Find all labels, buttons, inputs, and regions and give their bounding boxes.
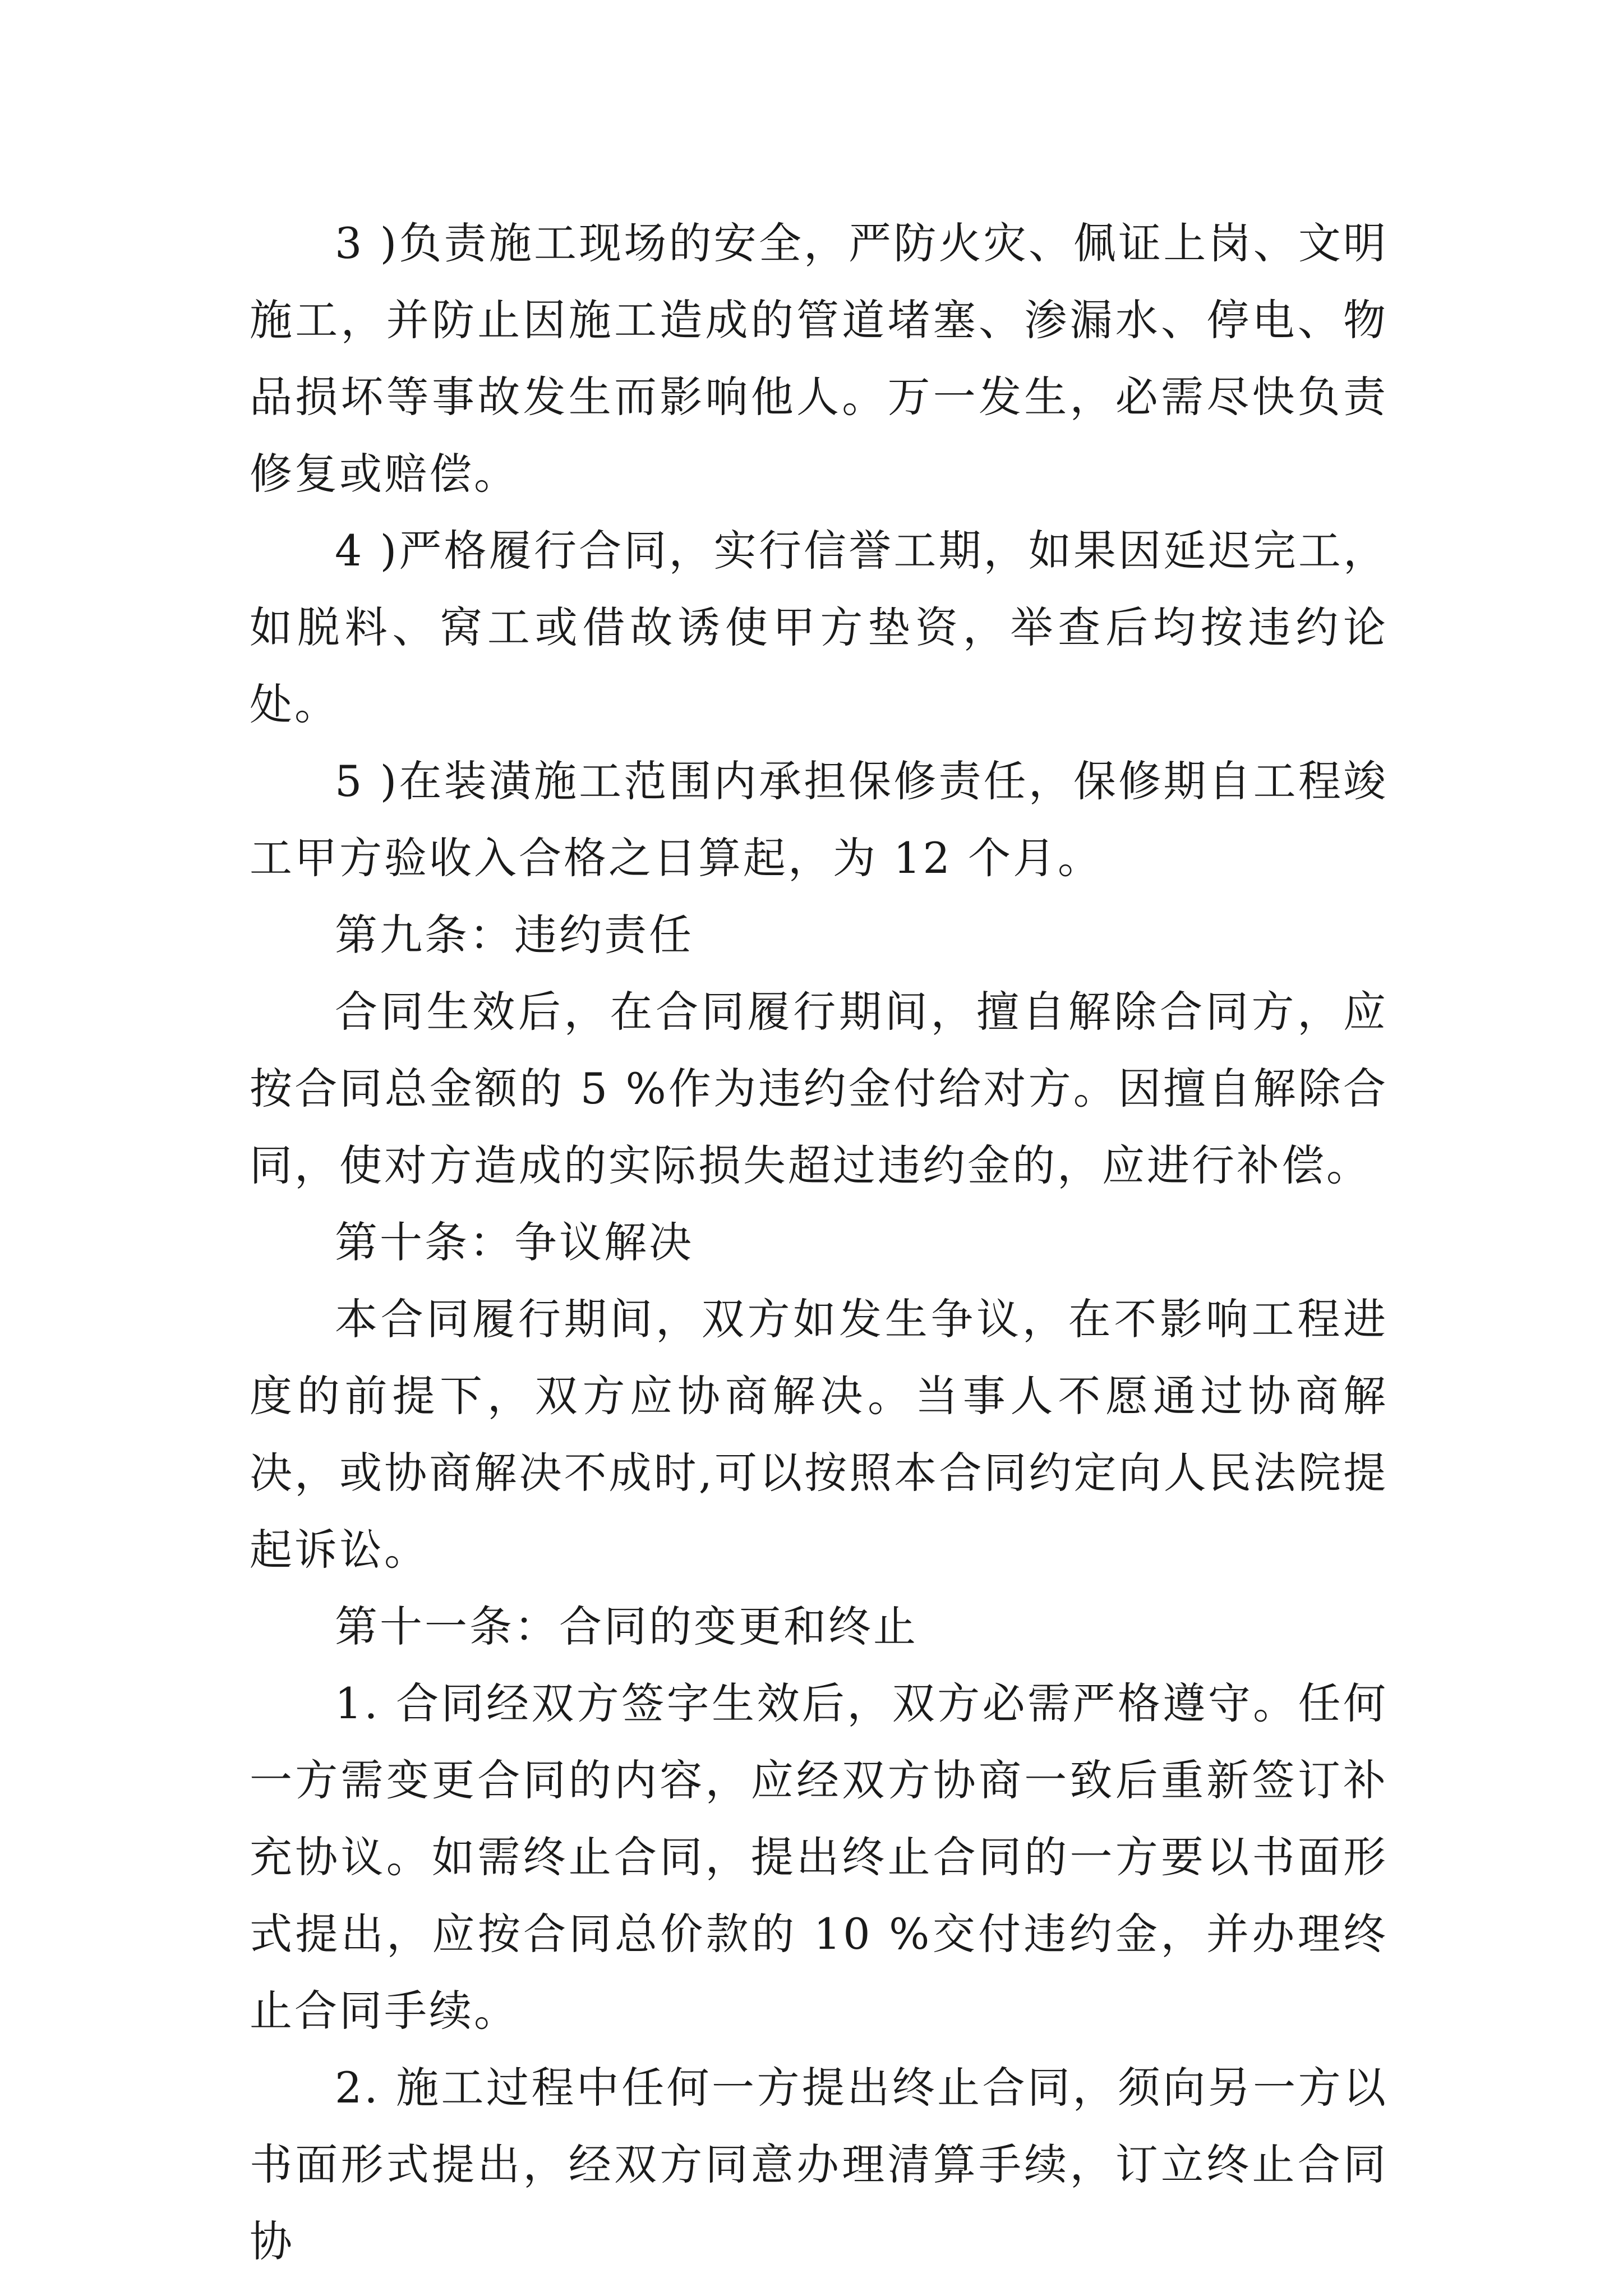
clause-4-schedule: 4 )严格履行合同，实行信誉工期，如果因延迟完工，如脱料、窝工或借故诱使甲方垫资，举查后均按违约论处。 bbox=[250, 526, 1388, 729]
document-body bbox=[250, 205, 1388, 2280]
clause-5-warranty: 5 )在装潢施工范围内承担保修责任，保修期自工程竣工甲方验收入合格之日算起，为 12 个月。 bbox=[250, 756, 1388, 883]
article-11-item-1: 1. 合同经双方签字生效后，双方必需严格遵守。任何一方需变更合同的内容，应经双方协商一致后重新签订补充协议。如需终止合同，提出终止合同的一方要以书面形式提出，应按合同总价款的 10 %交付违约金，并办理终止合同手续。 bbox=[250, 1678, 1388, 2036]
article-9-heading: 第九条：违约责任 bbox=[335, 910, 694, 960]
article-11-item-2: 2. 施工过程中任何一方提出终止合同，须向另一方以书面形式提出，经双方同意办理清算手续，订立终止合同协 bbox=[250, 2063, 1388, 2266]
article-10-heading: 第十条：争议解决 bbox=[335, 1217, 694, 1267]
article-9-body: 合同生效后，在合同履行期间，擅自解除合同方，应按合同总金额的 5 %作为违约金付给对方。因擅自解除合同，使对方造成的实际损失超过违约金的，应进行补偿。 bbox=[250, 987, 1388, 1190]
clause-3-safety: 3 )负责施工现场的安全，严防火灾、佩证上岗、文明施工，并防止因施工造成的管道堵塞、渗漏水、停电、物品损坏等事故发生而影响他人。万一发生，必需尽快负责修复或赔偿。 bbox=[250, 218, 1388, 499]
article-10-body: 本合同履行期间，双方如发生争议，在不影响工程进度的前提下，双方应协商解决。当事人不愿通过协商解决，或协商解决不成时,可以按照本合同约定向人民法院提起诉讼。 bbox=[250, 1294, 1388, 1575]
article-11-heading: 第十一条：合同的变更和终止 bbox=[335, 1602, 918, 1651]
